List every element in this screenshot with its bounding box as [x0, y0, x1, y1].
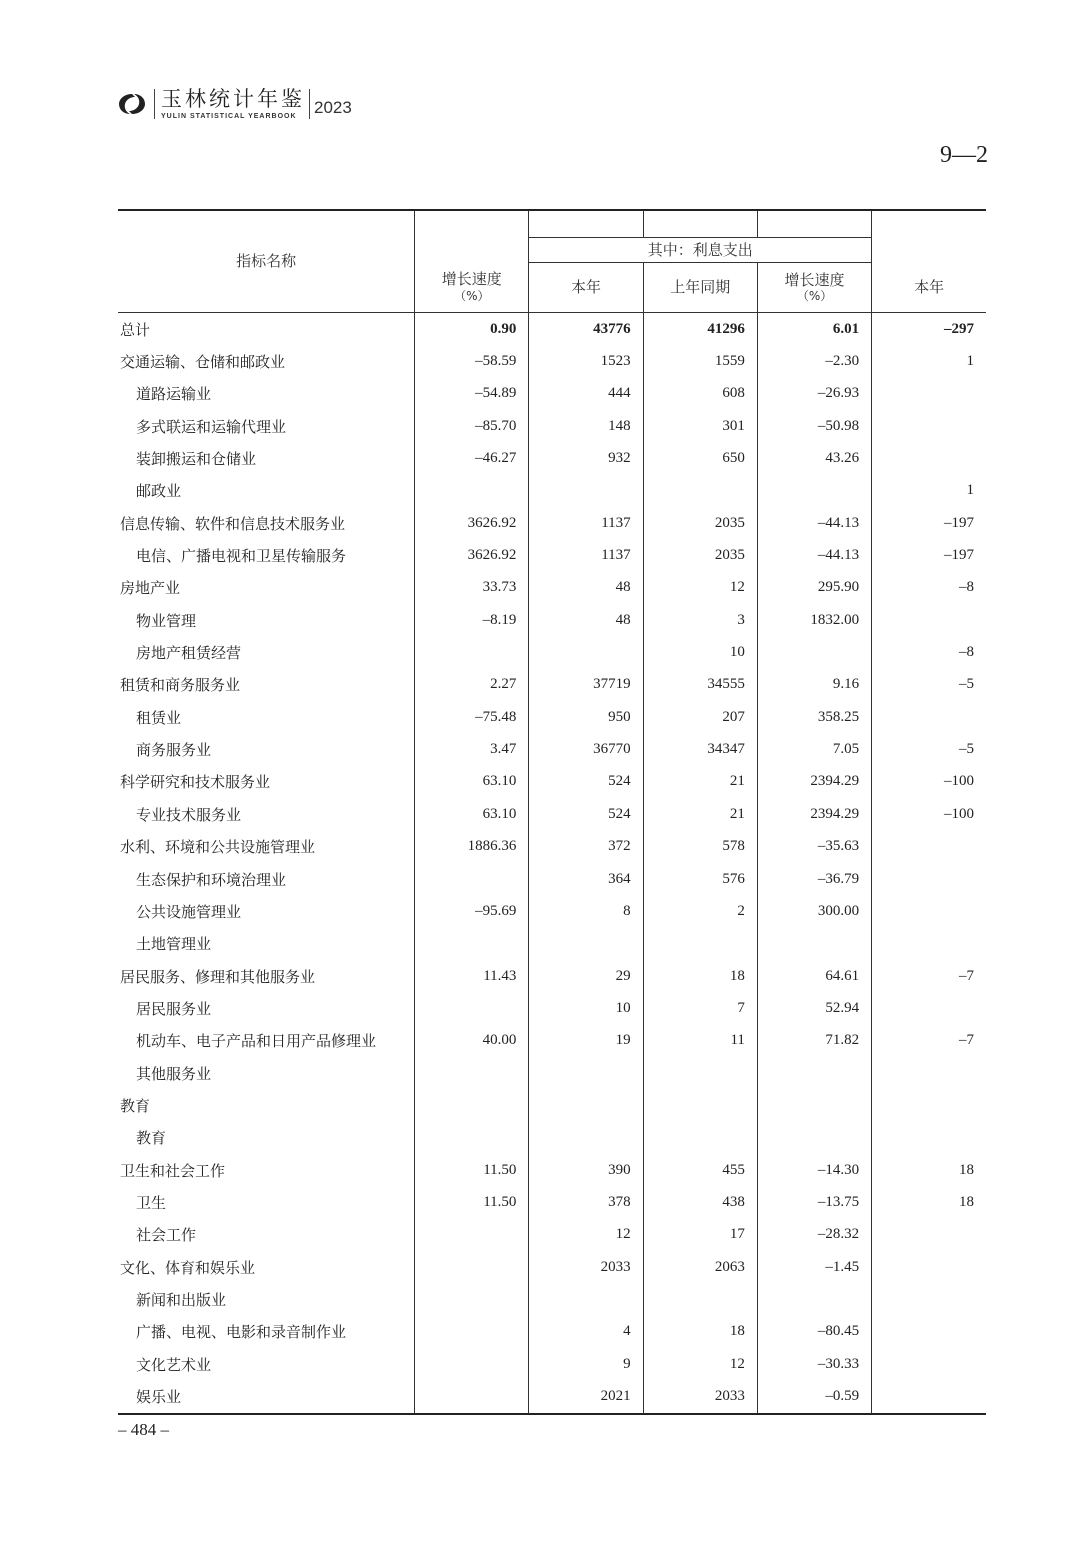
interest-last-year-cell	[643, 1122, 757, 1154]
interest-this-year-cell: 43776	[529, 313, 643, 346]
row-indicator-name: 多式联运和运输代理业	[136, 417, 287, 436]
interest-growth-rate-cell: 300.00	[757, 895, 871, 927]
this-year-cell	[872, 701, 986, 733]
interest-last-year-cell: 18	[643, 1316, 757, 1348]
this-year-cell	[872, 1316, 986, 1348]
this-year-cell	[872, 1251, 986, 1283]
this-year-cell	[872, 1089, 986, 1121]
interest-growth-rate-cell	[757, 1122, 871, 1154]
row-indicator-name: 总计	[120, 320, 151, 339]
interest-last-year-cell: 34555	[643, 669, 757, 701]
growth-rate-cell: 11.50	[415, 1186, 529, 1218]
this-year-cell: –197	[872, 507, 986, 539]
header-this-year-label: 本年	[571, 278, 602, 297]
interest-growth-rate-cell: –14.30	[757, 1154, 871, 1186]
row-indicator-name: 交通运输、仓储和邮政业	[120, 353, 286, 372]
interest-last-year-cell	[643, 1089, 757, 1121]
interest-last-year-cell	[643, 1283, 757, 1315]
table-row	[118, 1380, 986, 1413]
interest-last-year-cell: 17	[643, 1219, 757, 1251]
interest-growth-rate-cell: –2.30	[757, 345, 871, 377]
row-indicator-name: 其他服务业	[136, 1064, 212, 1083]
statistics-table-container	[118, 209, 986, 1415]
header-divider	[154, 89, 155, 119]
growth-rate-cell: 33.73	[415, 572, 529, 604]
interest-last-year-cell: 2035	[643, 539, 757, 571]
growth-rate-cell: 11.50	[415, 1154, 529, 1186]
interest-this-year-cell	[529, 928, 643, 960]
row-indicator-name: 房地产业	[120, 579, 181, 598]
growth-rate-cell: –46.27	[415, 442, 529, 474]
table-header	[118, 210, 986, 313]
row-indicator-name: 物业管理	[136, 611, 197, 630]
interest-this-year-cell: 10	[529, 992, 643, 1024]
interest-growth-rate-cell	[757, 475, 871, 507]
table-row	[118, 863, 986, 895]
row-indicator-name: 文化、体育和娱乐业	[120, 1258, 256, 1277]
table-row	[118, 798, 986, 830]
yearbook-title-cn: 玉林统计年鉴	[161, 86, 305, 111]
this-year-cell	[872, 1380, 986, 1413]
interest-growth-rate-cell: 43.26	[757, 442, 871, 474]
interest-this-year-cell: 932	[529, 442, 643, 474]
interest-last-year-cell: 34347	[643, 733, 757, 765]
header-last-year-cell	[643, 263, 757, 313]
table-body	[118, 313, 986, 1414]
interest-growth-rate-cell: –26.93	[757, 378, 871, 410]
interest-this-year-cell: 444	[529, 378, 643, 410]
header-cell-empty	[415, 238, 529, 263]
this-year-cell	[872, 378, 986, 410]
header-pct-label: （%）	[454, 289, 490, 304]
table-row	[118, 636, 986, 668]
growth-rate-cell	[415, 928, 529, 960]
interest-growth-rate-cell: 6.01	[757, 313, 871, 346]
row-indicator-name: 商务服务业	[136, 741, 212, 760]
growth-rate-cell	[415, 992, 529, 1024]
this-year-cell	[872, 1283, 986, 1315]
this-year-cell	[872, 1057, 986, 1089]
interest-this-year-cell	[529, 1089, 643, 1121]
interest-growth-rate-cell: 2394.29	[757, 766, 871, 798]
interest-growth-rate-cell: 295.90	[757, 572, 871, 604]
growth-rate-cell: 0.90	[415, 313, 529, 346]
interest-growth-rate-cell	[757, 1283, 871, 1315]
table-row	[118, 733, 986, 765]
interest-this-year-cell: 524	[529, 798, 643, 830]
growth-rate-cell	[415, 1251, 529, 1283]
growth-rate-cell: –75.48	[415, 701, 529, 733]
this-year-cell: –7	[872, 1025, 986, 1057]
this-year-cell: 18	[872, 1186, 986, 1218]
this-year-cell	[872, 1122, 986, 1154]
interest-last-year-cell: 10	[643, 636, 757, 668]
interest-last-year-cell: 11	[643, 1025, 757, 1057]
interest-this-year-cell: 19	[529, 1025, 643, 1057]
header-growth-cell	[757, 263, 871, 313]
growth-rate-cell: –85.70	[415, 410, 529, 442]
interest-this-year-cell: 37719	[529, 669, 643, 701]
interest-growth-rate-cell	[757, 1089, 871, 1121]
growth-rate-cell: –54.89	[415, 378, 529, 410]
this-year-cell: –8	[872, 636, 986, 668]
this-year-cell: –7	[872, 960, 986, 992]
interest-this-year-cell: 1137	[529, 539, 643, 571]
this-year-cell: 18	[872, 1154, 986, 1186]
interest-growth-rate-cell: 71.82	[757, 1025, 871, 1057]
interest-growth-rate-cell: –50.98	[757, 410, 871, 442]
interest-last-year-cell: 7	[643, 992, 757, 1024]
growth-rate-cell	[415, 1283, 529, 1315]
growth-rate-cell	[415, 1348, 529, 1380]
table-row	[118, 992, 986, 1024]
growth-rate-cell: 3.47	[415, 733, 529, 765]
growth-rate-cell: 11.43	[415, 960, 529, 992]
growth-rate-cell: 63.10	[415, 798, 529, 830]
this-year-cell: –100	[872, 798, 986, 830]
interest-growth-rate-cell: –44.13	[757, 539, 871, 571]
growth-rate-cell: 1886.36	[415, 831, 529, 863]
growth-rate-cell: 3626.92	[415, 507, 529, 539]
this-year-cell: –297	[872, 313, 986, 346]
growth-rate-cell	[415, 1219, 529, 1251]
interest-this-year-cell	[529, 475, 643, 507]
interest-last-year-cell	[643, 1057, 757, 1089]
row-indicator-name: 文化艺术业	[136, 1355, 212, 1374]
row-indicator-name: 租赁业	[136, 708, 182, 727]
row-indicator-name: 居民服务业	[136, 999, 212, 1018]
table-row	[118, 895, 986, 927]
header-cell-empty	[529, 210, 643, 238]
interest-growth-rate-cell: 9.16	[757, 669, 871, 701]
row-indicator-name: 卫生	[136, 1193, 167, 1212]
table-row	[118, 442, 986, 474]
row-indicator-name: 社会工作	[136, 1226, 197, 1245]
header-pct-label: （%）	[796, 289, 833, 304]
this-year-cell	[872, 928, 986, 960]
interest-last-year-cell: 455	[643, 1154, 757, 1186]
table-row	[118, 928, 986, 960]
this-year-cell	[872, 863, 986, 895]
this-year-cell	[872, 992, 986, 1024]
header-name-cell	[118, 210, 415, 313]
growth-rate-cell: 63.10	[415, 766, 529, 798]
interest-last-year-cell: 207	[643, 701, 757, 733]
interest-growth-rate-cell: –1.45	[757, 1251, 871, 1283]
table-row	[118, 1251, 986, 1283]
yearbook-title	[161, 86, 305, 120]
growth-rate-cell: 40.00	[415, 1025, 529, 1057]
interest-this-year-cell: 48	[529, 604, 643, 636]
header-growth-label: 增长速度	[784, 270, 845, 289]
interest-this-year-cell: 48	[529, 572, 643, 604]
interest-growth-rate-cell	[757, 928, 871, 960]
interest-last-year-cell: 301	[643, 410, 757, 442]
table-row	[118, 701, 986, 733]
interest-growth-rate-cell	[757, 1057, 871, 1089]
table-row	[118, 572, 986, 604]
interest-growth-rate-cell: 7.05	[757, 733, 871, 765]
table-row	[118, 507, 986, 539]
interest-growth-rate-cell: 64.61	[757, 960, 871, 992]
interest-last-year-cell	[643, 475, 757, 507]
growth-rate-cell	[415, 1380, 529, 1413]
row-indicator-name: 专业技术服务业	[136, 805, 242, 824]
table-row	[118, 539, 986, 571]
this-year-cell	[872, 442, 986, 474]
interest-last-year-cell: 2	[643, 895, 757, 927]
growth-rate-cell: –8.19	[415, 604, 529, 636]
row-indicator-name: 房地产租赁经营	[136, 644, 242, 663]
this-year-cell	[872, 895, 986, 927]
interest-last-year-cell: 650	[643, 442, 757, 474]
growth-rate-cell: 3626.92	[415, 539, 529, 571]
table-row	[118, 1089, 986, 1121]
table-number: 9—2	[940, 142, 988, 168]
growth-rate-cell: 2.27	[415, 669, 529, 701]
interest-last-year-cell: 12	[643, 572, 757, 604]
table-row	[118, 1025, 986, 1057]
interest-this-year-cell	[529, 636, 643, 668]
growth-rate-cell	[415, 863, 529, 895]
yearbook-title-en: YULIN STATISTICAL YEARBOOK	[161, 112, 297, 120]
this-year-cell: 1	[872, 345, 986, 377]
table-row	[118, 766, 986, 798]
interest-this-year-cell: 8	[529, 895, 643, 927]
row-indicator-name: 卫生和社会工作	[120, 1161, 226, 1180]
table-row	[118, 410, 986, 442]
header-growth-cell	[415, 263, 529, 313]
interest-this-year-cell: 364	[529, 863, 643, 895]
this-year-cell	[872, 1348, 986, 1380]
interest-last-year-cell	[643, 928, 757, 960]
table-row	[118, 604, 986, 636]
interest-last-year-cell: 438	[643, 1186, 757, 1218]
yearbook-logo-icon	[116, 90, 148, 118]
growth-rate-cell	[415, 1057, 529, 1089]
row-indicator-name: 电信、广播电视和卫星传输服务	[136, 547, 347, 566]
interest-this-year-cell: 390	[529, 1154, 643, 1186]
row-indicator-name: 居民服务、修理和其他服务业	[120, 967, 316, 986]
row-indicator-name: 新闻和出版业	[136, 1290, 227, 1309]
this-year-cell: –8	[872, 572, 986, 604]
interest-last-year-cell: 21	[643, 766, 757, 798]
table-row	[118, 960, 986, 992]
interest-last-year-cell: 1559	[643, 345, 757, 377]
this-year-cell: –5	[872, 733, 986, 765]
interest-growth-rate-cell: –30.33	[757, 1348, 871, 1380]
interest-growth-rate-cell: 1832.00	[757, 604, 871, 636]
statistics-table	[118, 209, 986, 1415]
table-row	[118, 1122, 986, 1154]
header-name-label: 指标名称	[236, 252, 297, 271]
interest-this-year-cell: 372	[529, 831, 643, 863]
interest-last-year-cell: 608	[643, 378, 757, 410]
interest-last-year-cell: 21	[643, 798, 757, 830]
header-growth-label: 增长速度	[441, 270, 502, 289]
interest-last-year-cell: 2035	[643, 507, 757, 539]
header-cell-empty	[757, 210, 871, 238]
interest-this-year-cell: 4	[529, 1316, 643, 1348]
row-indicator-name: 科学研究和技术服务业	[120, 773, 271, 792]
interest-this-year-cell: 36770	[529, 733, 643, 765]
row-indicator-name: 机动车、电子产品和日用产品修理业	[136, 1032, 377, 1051]
table-row	[118, 1186, 986, 1218]
interest-growth-rate-cell: –0.59	[757, 1380, 871, 1413]
header-cell-empty	[872, 238, 986, 263]
this-year-cell: 1	[872, 475, 986, 507]
table-row	[118, 1219, 986, 1251]
row-indicator-name: 娱乐业	[118, 1380, 415, 1413]
interest-growth-rate-cell	[757, 636, 871, 668]
row-indicator-name: 道路运输业	[136, 385, 212, 404]
header-this-year-cell	[872, 263, 986, 313]
growth-rate-cell: –58.59	[415, 345, 529, 377]
interest-growth-rate-cell: 52.94	[757, 992, 871, 1024]
interest-last-year-cell: 2063	[643, 1251, 757, 1283]
this-year-cell	[872, 831, 986, 863]
interest-this-year-cell: 2021	[529, 1380, 643, 1413]
growth-rate-cell	[415, 1122, 529, 1154]
interest-last-year-cell: 18	[643, 960, 757, 992]
this-year-cell	[872, 1219, 986, 1251]
table-row	[118, 1283, 986, 1315]
interest-last-year-cell: 578	[643, 831, 757, 863]
growth-rate-cell: –95.69	[415, 895, 529, 927]
interest-last-year-cell: 41296	[643, 313, 757, 346]
interest-growth-rate-cell: –80.45	[757, 1316, 871, 1348]
interest-this-year-cell: 524	[529, 766, 643, 798]
row-indicator-name: 公共设施管理业	[136, 902, 242, 921]
interest-this-year-cell: 378	[529, 1186, 643, 1218]
header-cell-empty	[415, 210, 529, 238]
row-indicator-name: 生态保护和环境治理业	[136, 870, 287, 889]
row-indicator-name: 土地管理业	[136, 935, 212, 954]
growth-rate-cell	[415, 475, 529, 507]
table-row	[118, 1348, 986, 1380]
table-row	[118, 669, 986, 701]
interest-this-year-cell: 148	[529, 410, 643, 442]
header-divider	[309, 89, 310, 119]
interest-this-year-cell: 2033	[529, 1251, 643, 1283]
interest-this-year-cell: 1137	[529, 507, 643, 539]
interest-this-year-cell	[529, 1057, 643, 1089]
interest-this-year-cell	[529, 1122, 643, 1154]
header-this-year-label: 本年	[914, 277, 945, 296]
row-indicator-name: 邮政业	[136, 482, 182, 501]
interest-this-year-cell: 12	[529, 1219, 643, 1251]
interest-this-year-cell: 950	[529, 701, 643, 733]
interest-growth-rate-cell: –13.75	[757, 1186, 871, 1218]
interest-growth-rate-cell: –28.32	[757, 1219, 871, 1251]
interest-last-year-cell: 576	[643, 863, 757, 895]
interest-growth-rate-cell: 2394.29	[757, 798, 871, 830]
table-row	[118, 1154, 986, 1186]
row-indicator-name: 教育	[120, 1096, 151, 1115]
header-this-year-cell	[529, 263, 643, 313]
page-header	[116, 86, 352, 122]
table-row	[118, 378, 986, 410]
this-year-cell	[872, 604, 986, 636]
header-group-label: 其中：利息支出	[647, 240, 753, 259]
table-row	[118, 831, 986, 863]
interest-this-year-cell	[529, 1283, 643, 1315]
this-year-cell	[872, 410, 986, 442]
growth-rate-cell	[415, 1316, 529, 1348]
row-indicator-name: 租赁和商务服务业	[120, 676, 241, 695]
table-row	[118, 345, 986, 377]
growth-rate-cell	[415, 1089, 529, 1121]
interest-this-year-cell: 1523	[529, 345, 643, 377]
this-year-cell: –100	[872, 766, 986, 798]
interest-last-year-cell: 3	[643, 604, 757, 636]
interest-last-year-cell: 2033	[643, 1380, 757, 1413]
interest-last-year-cell: 12	[643, 1348, 757, 1380]
growth-rate-cell	[415, 636, 529, 668]
interest-growth-rate-cell: 358.25	[757, 701, 871, 733]
header-cell-empty	[643, 210, 757, 238]
yearbook-year: 2023	[314, 98, 352, 117]
header-last-year-label: 上年同期	[670, 278, 731, 297]
this-year-cell: –197	[872, 539, 986, 571]
row-indicator-name: 装卸搬运和仓储业	[136, 450, 257, 469]
interest-growth-rate-cell: –35.63	[757, 831, 871, 863]
row-indicator-name: 广播、电视、电影和录音制作业	[136, 1323, 347, 1342]
interest-growth-rate-cell: –44.13	[757, 507, 871, 539]
interest-growth-rate-cell: –36.79	[757, 863, 871, 895]
header-cell-empty	[872, 210, 986, 238]
table-row	[118, 1316, 986, 1348]
row-indicator-name: 教育	[136, 1129, 167, 1148]
row-indicator-name: 信息传输、软件和信息技术服务业	[120, 514, 346, 533]
interest-this-year-cell: 29	[529, 960, 643, 992]
this-year-cell: –5	[872, 669, 986, 701]
interest-this-year-cell: 9	[529, 1348, 643, 1380]
table-row	[118, 475, 986, 507]
row-indicator-name: 水利、环境和公共设施管理业	[120, 838, 316, 857]
page-number: – 484 –	[118, 1420, 169, 1439]
table-row	[118, 1057, 986, 1089]
table-row	[118, 313, 986, 346]
header-group-cell	[529, 238, 872, 263]
